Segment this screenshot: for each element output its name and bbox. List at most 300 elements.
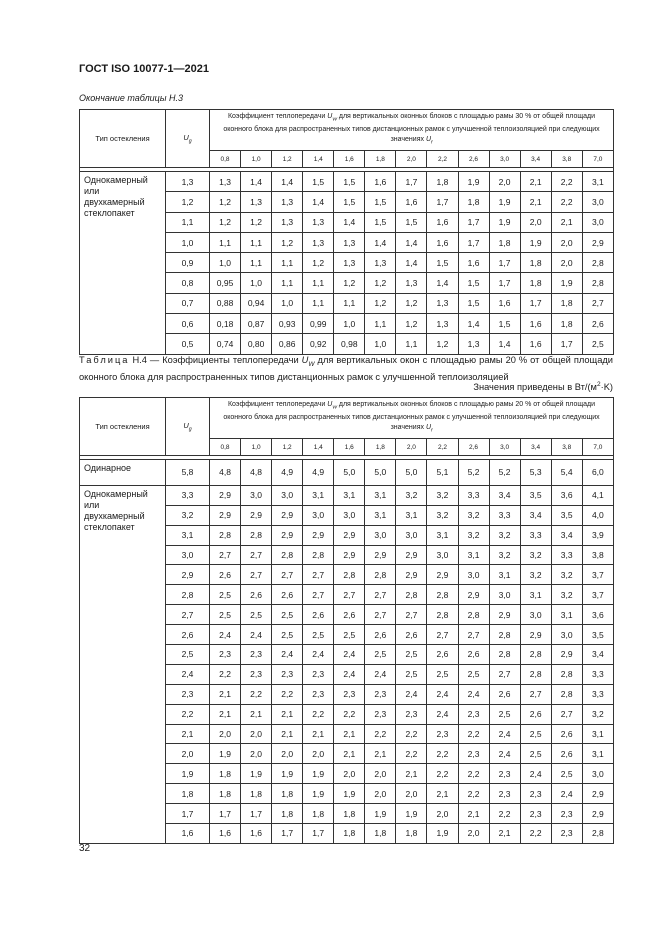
uw-value: 2,5: [241, 605, 272, 625]
uw-value: 2,3: [520, 804, 551, 824]
uw-value: 1,1: [241, 253, 272, 273]
uw-value: 2,2: [551, 192, 582, 212]
uw-value: 3,1: [582, 724, 613, 744]
uw-value: 2,4: [334, 645, 365, 665]
uw-value: 3,0: [582, 212, 613, 232]
table-row: [80, 172, 614, 192]
uw-value: 2,5: [396, 664, 427, 684]
ug-header: $U_g$: [166, 398, 210, 456]
uw-value: 2,1: [272, 724, 303, 744]
uw-value: 2,2: [241, 684, 272, 704]
uf-value: 3,4: [520, 439, 551, 456]
uw-value: 0,98: [334, 334, 365, 354]
uw-value: 0,88: [210, 293, 241, 313]
uw-value: 1,4: [427, 273, 458, 293]
uw-value: 0,94: [241, 293, 272, 313]
glazing-type-header: Тип остекления: [80, 110, 166, 168]
ug-value: 2,3: [166, 684, 210, 704]
ug-value: 3,3: [166, 485, 210, 505]
uw-value: 3,2: [551, 585, 582, 605]
uf-value: 3,0: [489, 151, 520, 168]
uw-value: 2,6: [396, 625, 427, 645]
uw-value: 1,6: [489, 293, 520, 313]
uf-value: 1,0: [241, 439, 272, 456]
uw-value: 2,4: [551, 784, 582, 804]
uw-value: 1,9: [334, 784, 365, 804]
uw-value: 2,1: [303, 724, 334, 744]
uw-value: 3,1: [520, 585, 551, 605]
uw-value: 2,9: [582, 232, 613, 252]
uw-value: 2,3: [396, 704, 427, 724]
uw-value: 1,7: [489, 253, 520, 273]
uw-value: 2,1: [489, 824, 520, 844]
document-code: ГОСТ ISO 10077-1—2021: [79, 63, 209, 75]
uw-value: 2,7: [427, 625, 458, 645]
uw-value: 2,3: [365, 704, 396, 724]
uw-value: 2,5: [210, 585, 241, 605]
uw-value: 2,8: [303, 545, 334, 565]
uw-value: 2,0: [365, 764, 396, 784]
uw-column-title: Коэффициент теплопередачи $U_W$ для вертикальных оконных блоков с площадью рамы 20 % от общей площади оконного блока для распространенных типов дистанционных рамок с улучшенной теплоизоляцией при следующих значениях $U_f$: [210, 398, 614, 439]
uw-value: 2,5: [210, 605, 241, 625]
uw-value: 2,9: [365, 545, 396, 565]
uw-value: 2,1: [427, 784, 458, 804]
uw-value: 2,3: [458, 704, 489, 724]
uw-value: 3,9: [582, 525, 613, 545]
uw-value: 2,3: [489, 764, 520, 784]
uw-value: 1,4: [396, 232, 427, 252]
uw-value: 2,0: [334, 764, 365, 784]
uf-value: 1,6: [334, 151, 365, 168]
uw-value: 3,0: [458, 565, 489, 585]
uw-value: 2,4: [520, 764, 551, 784]
uw-value: 1,0: [241, 273, 272, 293]
uw-value: 1,1: [303, 273, 334, 293]
uw-value: 2,4: [241, 625, 272, 645]
uw-value: 3,5: [582, 625, 613, 645]
uw-value: 1,7: [551, 334, 582, 354]
uw-value: 1,9: [365, 804, 396, 824]
uw-value: 2,7: [241, 565, 272, 585]
uw-value: 1,5: [427, 253, 458, 273]
uw-value: 1,3: [272, 192, 303, 212]
uw-value: 3,0: [396, 525, 427, 545]
uw-value: 1,9: [520, 232, 551, 252]
uw-value: 3,2: [458, 505, 489, 525]
uw-value: 1,6: [241, 824, 272, 844]
uw-value: 5,0: [396, 460, 427, 486]
uw-value: 2,8: [427, 605, 458, 625]
uw-value: 1,5: [458, 293, 489, 313]
uw-value: 0,95: [210, 273, 241, 293]
uw-value: 2,8: [458, 605, 489, 625]
uw-value: 3,7: [582, 585, 613, 605]
uw-value: 2,7: [334, 585, 365, 605]
uw-value: 2,7: [365, 605, 396, 625]
uw-value: 1,2: [210, 212, 241, 232]
uw-column-title: Коэффициент теплопередачи $U_W$ для вертикальных оконных блоков с площадью рамы 30 % от общей площади оконного блока для распространенных типов дистанционных рамок с улучшенной теплоизоляцией при следующих значениях $U_f$: [210, 110, 614, 151]
uw-value: 2,4: [210, 625, 241, 645]
uw-value: 5,3: [520, 460, 551, 486]
uw-value: 1,4: [272, 172, 303, 192]
uw-value: 2,3: [334, 684, 365, 704]
uw-value: 1,7: [458, 232, 489, 252]
uw-value: 2,6: [210, 565, 241, 585]
uw-value: 0,86: [272, 334, 303, 354]
uw-value: 1,0: [272, 293, 303, 313]
uw-value: 1,2: [396, 293, 427, 313]
uw-value: 3,0: [551, 625, 582, 645]
uw-value: 2,5: [520, 744, 551, 764]
uw-value: 2,9: [582, 804, 613, 824]
uw-value: 2,5: [520, 724, 551, 744]
uw-value: 1,4: [241, 172, 272, 192]
uw-value: 3,3: [520, 525, 551, 545]
uw-value: 2,2: [396, 724, 427, 744]
uw-value: 2,7: [396, 605, 427, 625]
uw-value: 2,1: [365, 744, 396, 764]
uw-value: 1,1: [272, 273, 303, 293]
ug-value: 1,7: [166, 804, 210, 824]
uw-value: 2,9: [334, 545, 365, 565]
uw-value: 3,2: [427, 485, 458, 505]
ug-value: 1,8: [166, 784, 210, 804]
uw-value: 1,6: [210, 824, 241, 844]
uw-value: 2,1: [334, 724, 365, 744]
uw-value: 1,6: [396, 192, 427, 212]
ug-value: 3,2: [166, 505, 210, 525]
uw-value: 1,8: [334, 804, 365, 824]
uw-value: 2,3: [303, 684, 334, 704]
uw-value: 2,0: [551, 253, 582, 273]
uw-value: 2,9: [458, 585, 489, 605]
uw-value: 3,2: [582, 704, 613, 724]
table-h4-caption: Таблица Н.4 — Коэффициенты теплопередачи $U_W$ для вертикальных окон с площадью рамы 20 % от общей площади оконного блока для распространенных типов дистанционных рамок с улучшенной теплоизоляцией: [79, 355, 613, 382]
table-h3-caption: Окончание таблицы Н.3: [79, 93, 183, 103]
uw-value: 3,4: [520, 505, 551, 525]
uw-value: 3,0: [303, 505, 334, 525]
uw-value: 2,0: [489, 172, 520, 192]
uw-value: 1,9: [210, 744, 241, 764]
uw-value: 1,5: [365, 212, 396, 232]
uw-value: 2,2: [458, 784, 489, 804]
uw-value: 3,1: [334, 485, 365, 505]
uw-value: 3,1: [396, 505, 427, 525]
ug-value: 3,1: [166, 525, 210, 545]
uw-value: 2,5: [272, 605, 303, 625]
uw-value: 3,1: [365, 505, 396, 525]
uw-value: 1,7: [210, 804, 241, 824]
uw-value: 2,9: [272, 505, 303, 525]
uw-value: 2,2: [396, 744, 427, 764]
uw-value: 3,1: [303, 485, 334, 505]
uf-value: 2,2: [427, 439, 458, 456]
uf-value: 3,8: [551, 439, 582, 456]
uw-value: 2,8: [489, 625, 520, 645]
uw-value: 3,0: [582, 764, 613, 784]
uw-value: 2,0: [365, 784, 396, 804]
uw-value: 2,6: [551, 724, 582, 744]
uf-value: 0,8: [210, 439, 241, 456]
uw-value: 2,4: [427, 704, 458, 724]
uw-value: 2,8: [551, 664, 582, 684]
ug-value: 1,6: [166, 824, 210, 844]
uw-value: 3,2: [520, 565, 551, 585]
uw-value: 2,9: [334, 525, 365, 545]
uw-value: 3,8: [582, 545, 613, 565]
uw-value: 2,0: [303, 744, 334, 764]
uf-value: 2,6: [458, 151, 489, 168]
uw-value: 1,1: [210, 232, 241, 252]
uw-value: 1,2: [396, 314, 427, 334]
uw-value: 2,6: [241, 585, 272, 605]
uw-value: 3,3: [582, 664, 613, 684]
uw-value: 2,9: [210, 505, 241, 525]
page-number: 32: [79, 843, 91, 854]
uw-value: 1,3: [427, 314, 458, 334]
uf-value: 2,0: [396, 439, 427, 456]
uw-value: 2,3: [427, 724, 458, 744]
uw-value: 2,9: [489, 605, 520, 625]
uw-value: 1,3: [272, 212, 303, 232]
uw-value: 3,7: [582, 565, 613, 585]
ug-value: 5,8: [166, 460, 210, 486]
ug-value: 2,9: [166, 565, 210, 585]
uw-value: 2,1: [272, 704, 303, 724]
uw-value: 0,74: [210, 334, 241, 354]
uw-value: 2,2: [365, 724, 396, 744]
uw-value: 1,7: [272, 824, 303, 844]
uf-value: 1,6: [334, 439, 365, 456]
uw-value: 2,7: [365, 585, 396, 605]
uw-value: 1,8: [551, 314, 582, 334]
ug-value: 2,5: [166, 645, 210, 665]
uw-value: 3,0: [241, 485, 272, 505]
uw-value: 1,5: [303, 172, 334, 192]
uw-value: 1,8: [365, 824, 396, 844]
uw-value: 2,2: [427, 764, 458, 784]
uw-value: 3,3: [551, 545, 582, 565]
uw-value: 3,2: [489, 545, 520, 565]
uw-value: 2,7: [582, 293, 613, 313]
uw-value: 2,8: [582, 273, 613, 293]
uf-value: 2,2: [427, 151, 458, 168]
uw-value: 3,0: [520, 605, 551, 625]
uw-value: 1,3: [303, 232, 334, 252]
uw-value: 3,0: [272, 485, 303, 505]
uw-value: 2,5: [582, 334, 613, 354]
uw-value: 3,2: [489, 525, 520, 545]
uw-value: 5,0: [334, 460, 365, 486]
uw-value: 2,9: [396, 565, 427, 585]
uw-value: 2,2: [272, 684, 303, 704]
uw-value: 1,7: [241, 804, 272, 824]
uw-value: 2,1: [210, 684, 241, 704]
uw-value: 1,9: [272, 764, 303, 784]
uw-value: 2,3: [520, 784, 551, 804]
uw-value: 2,3: [551, 804, 582, 824]
uw-value: 1,8: [520, 253, 551, 273]
uw-value: 1,5: [334, 192, 365, 212]
uw-value: 2,8: [334, 565, 365, 585]
uw-value: 2,2: [334, 704, 365, 724]
uf-value: 1,2: [272, 439, 303, 456]
uw-value: 2,1: [334, 744, 365, 764]
uw-value: 2,5: [489, 704, 520, 724]
uw-value: 2,4: [458, 684, 489, 704]
ug-value: 1,2: [166, 192, 210, 212]
uw-value: 1,2: [365, 293, 396, 313]
glazing-type-header: Тип остекления: [80, 398, 166, 456]
uw-value: 1,4: [458, 314, 489, 334]
uw-value: 3,5: [551, 505, 582, 525]
uw-value: 1,4: [334, 212, 365, 232]
uw-value: 1,3: [241, 192, 272, 212]
uw-value: 2,9: [427, 565, 458, 585]
uw-value: 2,4: [272, 645, 303, 665]
uw-value: 1,7: [489, 273, 520, 293]
uw-value: 0,93: [272, 314, 303, 334]
uw-value: 2,7: [489, 664, 520, 684]
uw-value: 2,2: [489, 804, 520, 824]
ug-value: 0,7: [166, 293, 210, 313]
uw-value: 2,4: [303, 645, 334, 665]
uw-value: 2,6: [272, 585, 303, 605]
uw-value: 3,1: [489, 565, 520, 585]
uw-value: 1,6: [458, 253, 489, 273]
uw-value: 1,8: [489, 232, 520, 252]
uw-value: 1,3: [334, 232, 365, 252]
uw-value: 3,4: [582, 645, 613, 665]
uw-value: 0,80: [241, 334, 272, 354]
uw-value: 1,0: [334, 314, 365, 334]
uw-value: 1,1: [334, 293, 365, 313]
uw-value: 3,1: [582, 744, 613, 764]
uf-value: 0,8: [210, 151, 241, 168]
uw-value: 2,2: [520, 824, 551, 844]
ug-value: 1,3: [166, 172, 210, 192]
uw-value: 3,4: [551, 525, 582, 545]
uw-value: 2,9: [582, 784, 613, 804]
uf-value: 1,4: [303, 439, 334, 456]
uw-value: 6,0: [582, 460, 613, 486]
uw-value: 1,9: [551, 273, 582, 293]
uw-value: 1,7: [396, 172, 427, 192]
uw-value: 1,2: [427, 334, 458, 354]
uw-value: 2,9: [551, 645, 582, 665]
uw-value: 1,8: [334, 824, 365, 844]
uw-value: 1,9: [396, 804, 427, 824]
uw-value: 4,1: [582, 485, 613, 505]
uw-value: 3,3: [458, 485, 489, 505]
ug-value: 2,8: [166, 585, 210, 605]
uw-value: 2,0: [241, 724, 272, 744]
uw-value: 1,3: [334, 253, 365, 273]
table-row: [80, 460, 614, 486]
uw-value: 3,0: [334, 505, 365, 525]
uw-value: 1,3: [210, 172, 241, 192]
uw-value: 1,2: [241, 212, 272, 232]
uf-value: 1,4: [303, 151, 334, 168]
uw-value: 4,0: [582, 505, 613, 525]
uw-value: 2,9: [210, 485, 241, 505]
uw-value: 2,6: [458, 645, 489, 665]
ug-value: 0,6: [166, 314, 210, 334]
uw-value: 2,1: [520, 172, 551, 192]
uw-value: 1,0: [365, 334, 396, 354]
uw-value: 2,6: [551, 744, 582, 764]
ug-value: 2,6: [166, 625, 210, 645]
uw-value: 2,0: [427, 804, 458, 824]
uw-value: 2,2: [303, 704, 334, 724]
uw-value: 2,8: [520, 645, 551, 665]
uw-value: 2,3: [458, 744, 489, 764]
uw-value: 1,9: [303, 784, 334, 804]
uw-value: 2,1: [551, 212, 582, 232]
uw-value: 1,2: [334, 273, 365, 293]
uw-value: 2,3: [241, 664, 272, 684]
uw-value: 2,0: [520, 212, 551, 232]
uw-value: 1,8: [272, 784, 303, 804]
uw-value: 4,9: [303, 460, 334, 486]
uw-value: 3,2: [427, 505, 458, 525]
uw-value: 1,9: [458, 172, 489, 192]
uw-value: 5,2: [489, 460, 520, 486]
uw-value: 3,0: [365, 525, 396, 545]
uw-value: 2,6: [334, 605, 365, 625]
uf-value: 1,8: [365, 439, 396, 456]
uw-value: 2,7: [272, 565, 303, 585]
uw-value: 4,9: [272, 460, 303, 486]
uw-value: 0,99: [303, 314, 334, 334]
ug-value: 1,0: [166, 232, 210, 252]
uw-value: 1,8: [303, 804, 334, 824]
uw-value: 1,4: [303, 192, 334, 212]
uw-value: 2,9: [241, 505, 272, 525]
ug-value: 3,0: [166, 545, 210, 565]
glazing-type: Одинарное: [80, 460, 166, 486]
uw-value: 2,4: [365, 664, 396, 684]
ug-value: 1,9: [166, 764, 210, 784]
uw-value: 2,3: [551, 824, 582, 844]
uw-value: 2,5: [303, 625, 334, 645]
uw-value: 1,7: [303, 824, 334, 844]
uw-value: 2,9: [303, 525, 334, 545]
uw-value: 1,9: [241, 764, 272, 784]
uw-value: 2,8: [272, 545, 303, 565]
uw-value: 2,8: [582, 824, 613, 844]
uw-value: 2,6: [365, 625, 396, 645]
uw-value: 3,1: [458, 545, 489, 565]
ug-value: 1,1: [166, 212, 210, 232]
uw-value: 3,1: [551, 605, 582, 625]
uf-value: 7,0: [582, 151, 613, 168]
uw-value: 1,4: [396, 253, 427, 273]
uw-value: 3,5: [520, 485, 551, 505]
uw-value: 2,0: [241, 744, 272, 764]
ug-value: 0,8: [166, 273, 210, 293]
uw-value: 1,2: [210, 192, 241, 212]
uw-value: 3,2: [551, 565, 582, 585]
units-note: Значения приведены в $Вт/(м^2\cdot K)$: [473, 381, 613, 393]
uw-value: 2,1: [520, 192, 551, 212]
uf-value: 2,0: [396, 151, 427, 168]
uw-value: 2,2: [427, 744, 458, 764]
uw-value: 1,3: [365, 253, 396, 273]
uw-value: 1,5: [334, 172, 365, 192]
uw-value: 2,7: [210, 545, 241, 565]
uw-value: 2,8: [520, 664, 551, 684]
